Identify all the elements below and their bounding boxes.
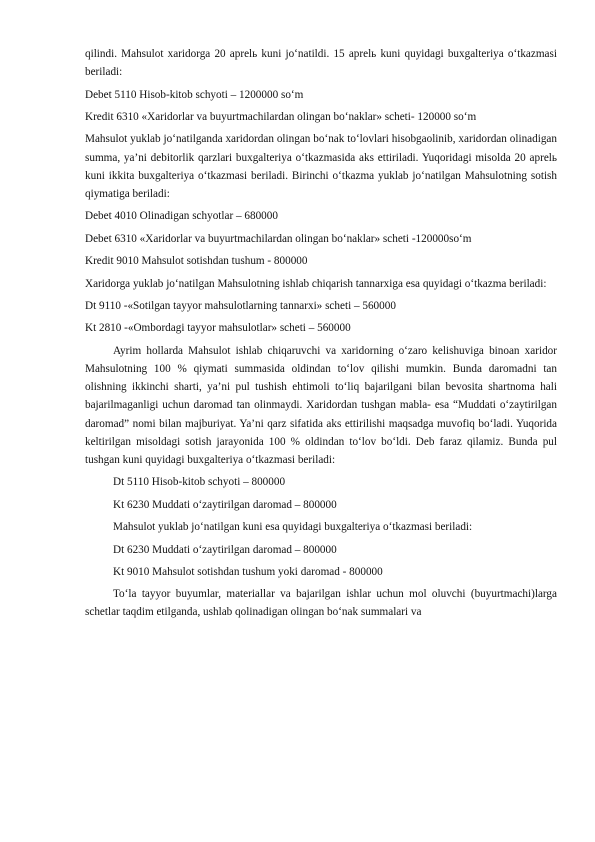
- entry-debet-6310: Debet 6310 «Xaridorlar va buyurtmachilardan olingan bo‘naklar» scheti -120000so‘m: [85, 232, 472, 245]
- entry-kredit-9010: Kredit 9010 Mahsulot sotishdan tushum - 800000: [85, 255, 308, 268]
- document-page: [85, 45, 557, 626]
- paragraph-final: To‘la tayyor buyumlar, materiallar va bajarilgan ishlar uchun mol oluvchi (buyurtmachi)larga schetlar taqdim etilganda, ushlab qolinadigan olingan bo‘nak summalari va: [85, 588, 557, 619]
- entry-kt-6230: Kt 6230 Muddati o‘zaytirilgan daromad – 800000: [113, 498, 337, 511]
- paragraph-prepayment: Ayrim hollarda Mahsulot ishlab chiqaruvchi va xaridorning o‘zaro kelishuviga binoan xaridor Mahsulotning 100 % qiymati summasida oldindan to‘lov qilishi mumkin. Bunda daromadni tan olishning ikkinchi sharti, ya’ni pul tushish ehtimoli to‘liq bajarilgani bilan bevosita shartnoma hali bajarilmaganligi uchun daromad tan olinmaydi. Xaridordan tushgan mabla- esa “Muddati o‘zaytirilgan daromad” nomi bilan majburiyat. Ya’ni qarz sifatida aks ettirilishi maqsadga muvofiq bo‘ladi. Yuqorida keltirilgan misoldagi sotish jarayonida 100 % oldindan to‘lov bo‘ldi. Deb faraz qilamiz. Bunda pul tushgan kuni quyidagi buxgalteriya o‘tkazmasi beriladi:: [85, 344, 557, 466]
- entry-kredit-6310: Kredit 6310 «Xaridorlar va buyurtmachilardan olingan bo‘naklar» scheti- 120000 so‘m: [85, 110, 477, 123]
- paragraph-shipment-day: Mahsulot yuklab jo‘natilgan kuni esa quyidagi buxgalteriya o‘tkazmasi beriladi:: [113, 521, 473, 534]
- entry-kt-2810: Kt 2810 -«Ombordagi tayyor mahsulotlar» scheti – 560000: [85, 322, 351, 335]
- entry-debet-5110: Debet 5110 Hisob-kitob schyoti – 1200000 so‘m: [85, 88, 304, 101]
- entry-dt-5110: Dt 5110 Hisob-kitob schyoti – 800000: [113, 476, 286, 489]
- paragraph-shipment: Mahsulot yuklab jo‘natilganda xaridordan olingan bo‘nak to‘lovlari hisobgaolinib, xaridordan olinadigan summa, ya’ni debitorlik qarzlari buxgalteriya o‘tkazmasida aks ettiriladi. Yuqoridagi misolda 20 aprelь kuni ikkita buxgalteriya o‘tkazmasi beriladi. Birinchi o‘tkazma yuklab jo‘natilgan Mahsulotning sotish qiymatiga beriladi:: [85, 133, 557, 200]
- paragraph-intro: qilindi. Mahsulot xaridorga 20 aprelь kuni jo‘natildi. 15 aprelь kuni quyidagi buxgalteriya o‘tkazmasi beriladi:: [85, 48, 557, 79]
- paragraph-cost: Xaridorga yuklab jo‘natilgan Mahsulotning ishlab chiqarish tannarxiga esa quyidagi o‘tkazma beriladi:: [85, 277, 547, 290]
- entry-debet-4010: Debet 4010 Olinadigan schyotlar – 680000: [85, 210, 278, 223]
- entry-dt-6230: Dt 6230 Muddati o‘zaytirilgan daromad – 800000: [113, 543, 337, 556]
- entry-dt-9110: Dt 9110 -«Sotilgan tayyor mahsulotlarning tannarxi» scheti – 560000: [85, 299, 396, 312]
- entry-kt-9010: Kt 9010 Mahsulot sotishdan tushum yoki daromad - 800000: [113, 565, 383, 578]
